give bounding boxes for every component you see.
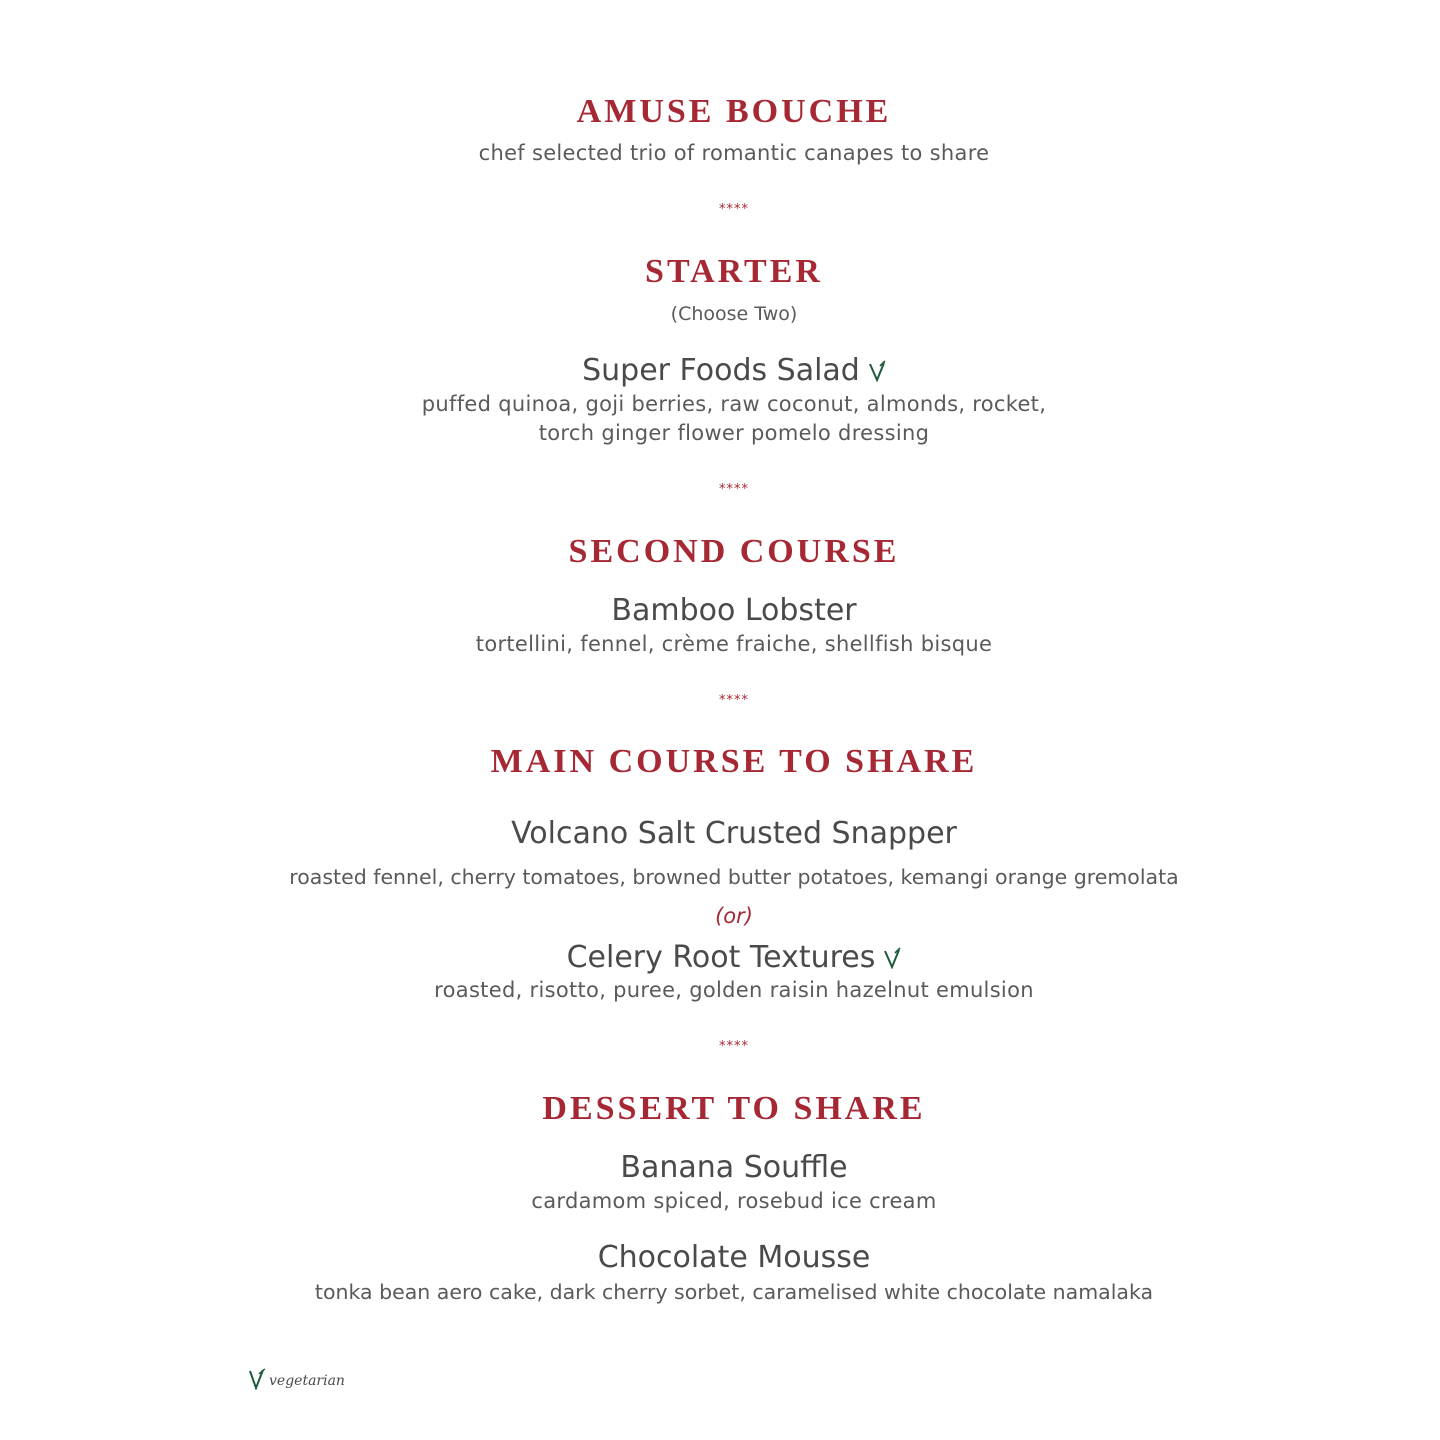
dish-name: Celery Root Textures bbox=[566, 940, 876, 975]
course-separator: **** bbox=[719, 1039, 749, 1054]
dish-name: Banana Souffle bbox=[620, 1150, 848, 1185]
starter-note: (Choose Two) bbox=[670, 303, 798, 325]
dish-description: roasted, risotto, puree, golden raisin hazelnut emulsion bbox=[434, 978, 1034, 1002]
dish-description: tortellini, fennel, crème fraiche, shellfish bisque bbox=[475, 632, 993, 656]
course-separator: **** bbox=[719, 482, 749, 497]
vegetarian-leaf-icon bbox=[248, 1368, 266, 1394]
second-course-heading: SECOND COURSE bbox=[568, 533, 900, 570]
dish-title bbox=[0, 353, 1440, 391]
dish-description-line: torch ginger flower pomelo dressing bbox=[538, 421, 930, 445]
dish-name: Chocolate Mousse bbox=[597, 1240, 871, 1275]
or-divider: (or) bbox=[715, 904, 753, 928]
starter-heading: STARTER bbox=[645, 253, 823, 290]
dish-description: tonka bean aero cake, dark cherry sorbet, caramelised white chocolate namalaka bbox=[314, 1280, 1154, 1304]
dish-name: Volcano Salt Crusted Snapper bbox=[511, 816, 957, 851]
amuse-bouche-description: chef selected trio of romantic canapes to share bbox=[478, 141, 990, 165]
dish-description: roasted fennel, cherry tomatoes, browned butter potatoes, kemangi orange gremolata bbox=[289, 865, 1179, 889]
course-separator: **** bbox=[719, 693, 749, 708]
dish-description-line: puffed quinoa, goji berries, raw coconut, almonds, rocket, bbox=[421, 392, 1047, 416]
dessert-heading: DESSERT TO SHARE bbox=[542, 1090, 926, 1127]
main-course-heading: MAIN COURSE TO SHARE bbox=[490, 743, 978, 780]
vegetarian-icon bbox=[868, 355, 886, 391]
dish-description: cardamom spiced, rosebud ice cream bbox=[531, 1189, 937, 1213]
dish-name: Bamboo Lobster bbox=[611, 593, 857, 628]
course-separator: **** bbox=[719, 202, 749, 217]
vegetarian-legend bbox=[248, 1370, 345, 1392]
vegetarian-icon bbox=[883, 942, 901, 978]
dish-title bbox=[0, 940, 1440, 978]
legend-label: vegetarian bbox=[269, 1373, 345, 1389]
dish-name: Super Foods Salad bbox=[582, 353, 860, 388]
amuse-bouche-heading: AMUSE BOUCHE bbox=[576, 93, 892, 130]
